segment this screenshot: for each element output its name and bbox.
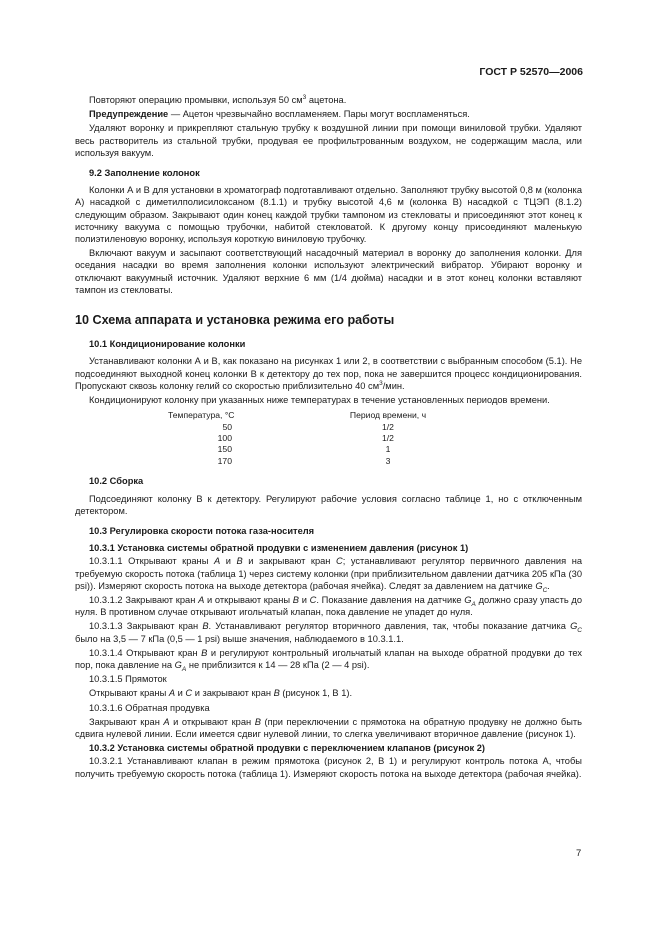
valve-letter: В xyxy=(201,647,208,658)
text: и регулируют контрольный игольчатый клапан на выходе обратной продувки до тех пор, пока давление на xyxy=(75,647,582,670)
table-row xyxy=(168,444,436,455)
valve-letter: А xyxy=(198,594,205,605)
valve-letter: А xyxy=(168,688,176,699)
valve-letter: А xyxy=(213,556,221,567)
text: (рисунок 1, В 1). xyxy=(279,688,353,699)
gauge-symbol xyxy=(570,621,582,635)
warning-paragraph xyxy=(75,108,582,120)
text: . Показание давления на датчике xyxy=(316,594,465,605)
text: и xyxy=(175,688,186,699)
gauge-symbol xyxy=(535,580,548,594)
gauge-symbol xyxy=(464,594,476,608)
paragraph: Кондиционируют колонку при указанных ниже температурах в течение установленных периодов времени. xyxy=(89,395,550,406)
text: (при переключении с прямотока на обратную продувку не должно быть сдвига нулевой линии. Если имеется сдвиг нулевой линии, то слегка увеличивают вторичное давление (рисунок 1). xyxy=(75,716,582,739)
text: должно сразу упасть до нуля. В противном случае открывают игольчатый клапан, пока давление не упадет до нуля. xyxy=(75,594,583,618)
paragraph-10-3-1-3 xyxy=(75,620,582,644)
text: и открывают краны xyxy=(204,594,293,605)
paragraph-10-3-1-4 xyxy=(75,647,582,671)
subscript: A xyxy=(181,665,187,673)
paragraph xyxy=(75,687,582,699)
table-cell: 1/2 xyxy=(382,421,394,432)
table-header-row xyxy=(168,410,436,421)
text: 10.3.1.4 Открывают кран xyxy=(89,647,202,658)
paragraph: Включают вакуум и засыпают соответствующий насадочный материал в воронку до заполнения колонки. Для оседания насадки во время заполнения колонки используют электрический вибратор. Убирают воронку и отключают вакуумный источник. Удаляют верхние 6 мм (1/4 дюйма) насадки и в этот конец колонки вставляют тампон из стекловаты. xyxy=(75,248,582,295)
superscript: 3 xyxy=(302,93,307,101)
text: Открывают краны xyxy=(89,688,169,699)
text: ацетона. xyxy=(306,95,347,105)
table-cell: 3 xyxy=(385,455,391,466)
text: и закрывают кран xyxy=(192,688,274,699)
paragraph-10-3-1-1 xyxy=(75,555,582,592)
symbol: G xyxy=(535,580,543,591)
table-header-cell: Температура, °С xyxy=(168,410,235,421)
text: и xyxy=(298,594,310,605)
text: и закрывают кран xyxy=(242,556,336,567)
text: . xyxy=(547,580,550,591)
table-row xyxy=(168,433,436,444)
document-header: ГОСТ Р 52570—2006 xyxy=(479,66,583,78)
paragraph: Удаляют воронку и прикрепляют стальную трубку к воздушной линии при помощи виниловой трубки. Удаляют весь растворитель из стальной трубки, продувая ее профильтрованным воздухом, не содержащим масла, или используя вакуум. xyxy=(75,123,582,158)
subscript: A xyxy=(471,600,476,608)
section-heading-10: 10 Схема аппарата и установка режима его работы xyxy=(75,313,395,328)
text: /мин. xyxy=(382,380,405,391)
valve-letter: А xyxy=(163,716,170,727)
subscript: C xyxy=(577,627,582,635)
section-heading-10-3-1: 10.3.1 Установка системы обратной продувки с изменением давления (рисунок 1) xyxy=(89,543,469,554)
warning-text: — Ацетон чрезвычайно воспламеняем. Пары могут воспламеняться. xyxy=(168,109,470,120)
valve-letter: В xyxy=(202,621,209,632)
paragraph-10-3-1-5: 10.3.1.5 Прямоток xyxy=(89,674,167,685)
table-cell: 170 xyxy=(217,455,232,466)
table-row xyxy=(168,456,436,467)
paragraph-10-3-2-1: 10.3.2.1 Устанавливают клапан в режим прямотока (рисунок 2, В 1) и регулируют контроль потока А, чтобы получить требуемую скорость потока (таблица 1). Измеряют скорость потока на выходе детектора (рабочая ячейка). xyxy=(75,756,582,779)
paragraph: Подсоединяют колонку В к детектору. Регулируют рабочие условия согласно таблице 1, но с отключенным детектором. xyxy=(75,493,582,516)
symbol: G xyxy=(174,659,182,670)
text: Закрывают кран xyxy=(89,716,164,727)
paragraph-10-3-1-2 xyxy=(75,594,582,618)
conditioning-table xyxy=(168,410,436,467)
valve-letter: С xyxy=(309,594,317,605)
section-heading-9-2: 9.2 Заполнение колонок xyxy=(89,168,200,179)
valve-letter: В xyxy=(254,716,261,727)
page-body xyxy=(75,94,582,782)
paragraph-10-3-1-6: 10.3.1.6 Обратная продувка xyxy=(89,702,210,713)
table-cell: 150 xyxy=(217,444,232,455)
page-number: 7 xyxy=(576,848,582,859)
symbol: G xyxy=(464,594,472,605)
text: ; устанавливают регулятор первичного давления на требуемую скорость потока (таблица 1) через систему колонки (при приблизительном давлении датчика 205 кПа (30 psi)). Измеряют скорость потока на выходе детектора (рабочая ячейка). Следят за давлением на датчике xyxy=(75,556,582,591)
valve-letter: С xyxy=(336,556,343,567)
superscript: 3 xyxy=(379,379,383,387)
section-heading-10-1: 10.1 Кондиционирование колонки xyxy=(89,339,246,350)
table-cell: 100 xyxy=(217,433,232,444)
section-heading-10-3-2: 10.3.2 Установка системы обратной продувки с переключением клапанов (рисунок 2) xyxy=(89,743,486,754)
valve-letter: С xyxy=(185,688,193,699)
text: 10.3.1.1 Открывают краны xyxy=(89,556,214,567)
warning-label: Предупреждение xyxy=(89,109,169,120)
text: и xyxy=(220,556,237,567)
valve-letter: В xyxy=(236,556,243,567)
gauge-symbol xyxy=(174,659,187,673)
valve-letter: В xyxy=(273,688,280,699)
section-heading-10-2: 10.2 Сборка xyxy=(89,476,144,487)
valve-letter: В xyxy=(292,594,299,605)
table-row xyxy=(168,422,436,433)
table-cell: 1/2 xyxy=(382,433,394,444)
subscript: C xyxy=(542,586,548,594)
text: Повторяют операцию промывки, используя 50 см xyxy=(89,95,303,105)
paragraph xyxy=(75,716,582,740)
paragraph xyxy=(75,94,582,106)
text: и открывают кран xyxy=(169,716,255,727)
symbol: G xyxy=(570,621,578,632)
section-heading-10-3: 10.3 Регулировка скорости потока газа-носителя xyxy=(89,525,315,536)
table-cell: 1 xyxy=(385,444,391,455)
paragraph xyxy=(75,355,582,392)
text: Устанавливают колонки А и В, как показано на рисунках 1 или 2, в соответствии с выбранным способом (5.1). Не подсоединяют выходной конец колонки В к детектору до тех пор, пока не завершится процесс кондиционирования. Пропускают сквозь колонку гелий со скоростью приблизительно 40 см xyxy=(75,356,582,391)
text: было на 3,5 — 7 кПа (0,5 — 1 psi) выше значения, наблюдаемого в 10.3.1.1. xyxy=(75,633,404,644)
text: . Устанавливают регулятор вторичного давления, так, чтобы показание датчика xyxy=(208,621,571,632)
text: не приблизится к 14 — 28 кПа (2 — 4 psi). xyxy=(186,659,370,670)
text: 10.3.1.2 Закрывают кран xyxy=(89,594,199,605)
table-cell: 50 xyxy=(222,421,232,432)
text: 10.3.1.3 Закрывают кран xyxy=(89,621,203,632)
paragraph: Колонки А и В для установки в хроматограф подготавливают отдельно. Заполняют трубку высотой 0,8 м (колонка А) насадкой с диметилполисилоксаном (8.1.1) и трубку высотой 4,6 м (колонка В) насадкой с ТЦЭП (8.1.2) следующим образом. Закрывают один конец каждой трубки тампоном из стекловаты и присоединяют этот конец к источнику вакуума с помощью трубочки, набитой стекловатой. К другому концу присоединяют маленькую полиэтиленовую воронку, используя короткую виниловую трубочку. xyxy=(75,185,582,245)
table-header-cell: Период времени, ч xyxy=(349,410,427,421)
